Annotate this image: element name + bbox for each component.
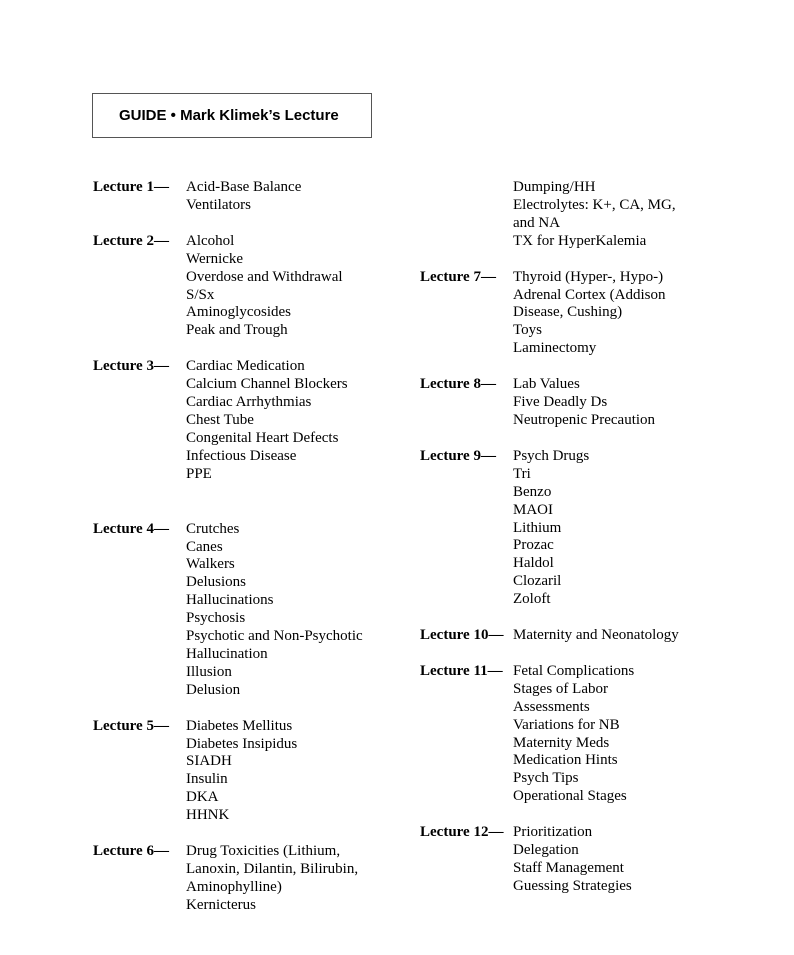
lecture-topic: Guessing Strategies xyxy=(513,877,632,894)
lecture-topic: Lithium xyxy=(513,519,562,536)
lecture-topic: Hallucination xyxy=(186,645,268,662)
lecture-block xyxy=(420,448,679,609)
guide-title: GUIDE • Mark Klimek’s Lecture xyxy=(119,107,339,124)
lecture-topic: Stages of Labor xyxy=(513,680,608,697)
lecture-topic: Chest Tube xyxy=(186,411,254,428)
lecture-label: Lecture 4— xyxy=(93,520,169,537)
lecture-block xyxy=(420,627,679,645)
right-column xyxy=(420,179,679,896)
lecture-label: Lecture 5— xyxy=(93,717,169,734)
lecture-topic: Aminoglycosides xyxy=(186,304,291,321)
lecture-topics xyxy=(186,358,348,483)
right-lectures xyxy=(420,269,679,896)
lecture-topic: Wernicke xyxy=(186,250,244,267)
lecture-topic: Walkers xyxy=(186,556,235,573)
lecture-topic: Five Deadly Ds xyxy=(513,394,608,411)
lecture-topic: TX for HyperKalemia xyxy=(513,232,647,249)
lecture-block xyxy=(93,358,363,483)
lecture-topics xyxy=(513,269,665,359)
lecture-label: Lecture 3— xyxy=(93,358,169,375)
lecture-topic: Tri xyxy=(513,465,531,482)
lecture-block xyxy=(420,824,679,896)
lecture-topic: Diabetes Mellitus xyxy=(186,717,293,734)
lecture-topic: Adrenal Cortex (Addison xyxy=(513,286,666,303)
lecture-topic: Thyroid (Hyper-, Hypo-) xyxy=(513,268,664,285)
lecture-topic: Assessments xyxy=(513,698,590,715)
lecture-topics xyxy=(186,843,358,915)
lecture-topics xyxy=(513,663,634,806)
lecture-topic: Disease, Cushing) xyxy=(513,304,623,321)
lecture-topic: Congenital Heart Defects xyxy=(186,429,339,446)
lecture-topics xyxy=(186,521,363,700)
lecture-topics xyxy=(513,376,655,430)
lecture-topic: Delusion xyxy=(186,681,241,698)
lecture-topic: Prioritization xyxy=(513,824,593,841)
lecture-label: Lecture 9— xyxy=(420,447,496,464)
lecture-topic: Acid-Base Balance xyxy=(186,179,302,195)
lecture-topic: Maternity Meds xyxy=(513,734,610,751)
lecture-label: Lecture 1— xyxy=(93,179,169,195)
lecture-topic: Psychosis xyxy=(186,610,246,627)
lecture-topics xyxy=(513,448,589,609)
lecture-topic: Zoloft xyxy=(513,591,551,608)
lecture-topic: Psych Drugs xyxy=(513,447,590,464)
lecture-topic: PPE xyxy=(186,465,212,482)
guide-title-box xyxy=(92,93,372,138)
lecture-topic: Kernicterus xyxy=(186,896,256,913)
lecture-topic: Ventilators xyxy=(186,196,251,213)
lecture-label: Lecture 11— xyxy=(420,662,503,679)
lecture-topic: Cardiac Arrhythmias xyxy=(186,394,312,411)
lecture-label: Lecture 8— xyxy=(420,376,496,393)
lecture-block xyxy=(93,179,363,215)
lecture-6-continuation xyxy=(513,179,679,251)
lecture-topic: Peak and Trough xyxy=(186,322,288,339)
lecture-topic: Variations for NB xyxy=(513,716,620,733)
lecture-topic: Delusions xyxy=(186,574,246,591)
lecture-topic: and NA xyxy=(513,214,561,231)
lecture-topic: Lanoxin, Dilantin, Bilirubin, xyxy=(186,861,359,877)
lecture-label: Lecture 12— xyxy=(420,824,504,841)
lecture-topic: Fetal Complications xyxy=(513,662,635,679)
lecture-topic: Lab Values xyxy=(513,376,580,393)
lecture-block xyxy=(93,233,363,340)
left-column xyxy=(93,179,363,915)
lecture-topic: Maternity and Neonatology xyxy=(513,627,679,644)
lecture-label: Lecture 10— xyxy=(420,627,504,644)
lecture-topic: HHNK xyxy=(186,807,230,824)
lecture-topic: Toys xyxy=(513,322,542,339)
lecture-topic: Overdose and Withdrawal xyxy=(186,268,343,285)
lecture-topic: Benzo xyxy=(513,483,552,500)
lecture-topic: Canes xyxy=(186,538,223,555)
lecture-topic: Cardiac Medication xyxy=(186,358,305,375)
lecture-topic: S/Sx xyxy=(186,286,215,303)
lecture-topics xyxy=(186,179,301,215)
lecture-topic: DKA xyxy=(186,789,219,806)
lecture-topic: Clozaril xyxy=(513,573,562,590)
lecture-topic: Calcium Channel Blockers xyxy=(186,376,348,393)
lecture-topic: Operational Stages xyxy=(513,788,627,805)
lecture-topic: Delegation xyxy=(513,842,579,859)
lecture-topic: Diabetes Insipidus xyxy=(186,735,298,752)
lecture-label: Lecture 7— xyxy=(420,268,496,285)
lecture-label: Lecture 6— xyxy=(93,843,169,860)
lecture-topic: Electrolytes: K+, CA, MG, xyxy=(513,196,676,213)
lecture-topic: Infectious Disease xyxy=(186,447,297,464)
lecture-label: Lecture 2— xyxy=(93,232,169,249)
lecture-topic: Laminectomy xyxy=(513,340,597,357)
lecture-topics xyxy=(186,233,343,340)
lecture-topic: Psych Tips xyxy=(513,770,579,787)
lecture-topic: Aminophylline) xyxy=(186,878,282,895)
lecture-topic: Neutropenic Precaution xyxy=(513,411,656,428)
lecture-topic: Dumping/HH xyxy=(513,179,596,195)
lecture-topic: Prozac xyxy=(513,537,554,554)
lecture-topic: Drug Toxicities (Lithium, xyxy=(186,843,341,860)
lecture-topic: SIADH xyxy=(186,753,232,770)
lecture-topic: Hallucinations xyxy=(186,592,274,609)
lecture-topics xyxy=(513,627,679,645)
lecture-topic: Staff Management xyxy=(513,860,624,876)
lecture-block xyxy=(420,376,679,430)
lecture-topic: Insulin xyxy=(186,771,228,788)
lecture-topics xyxy=(513,824,632,896)
lecture-block xyxy=(93,718,363,825)
lecture-topic: Illusion xyxy=(186,663,232,680)
lecture-block xyxy=(420,663,679,806)
lecture-block xyxy=(93,843,363,915)
lecture-block xyxy=(93,521,363,700)
lecture-topic: Crutches xyxy=(186,520,240,537)
lecture-topic: Medication Hints xyxy=(513,752,618,769)
lecture-block xyxy=(420,269,679,359)
lecture-topic: Alcohol xyxy=(186,232,235,249)
lecture-topic: Haldol xyxy=(513,555,554,572)
lecture-topic: MAOI xyxy=(513,501,553,518)
lecture-topics xyxy=(186,718,297,825)
lecture-topic: Psychotic and Non-Psychotic xyxy=(186,628,363,645)
